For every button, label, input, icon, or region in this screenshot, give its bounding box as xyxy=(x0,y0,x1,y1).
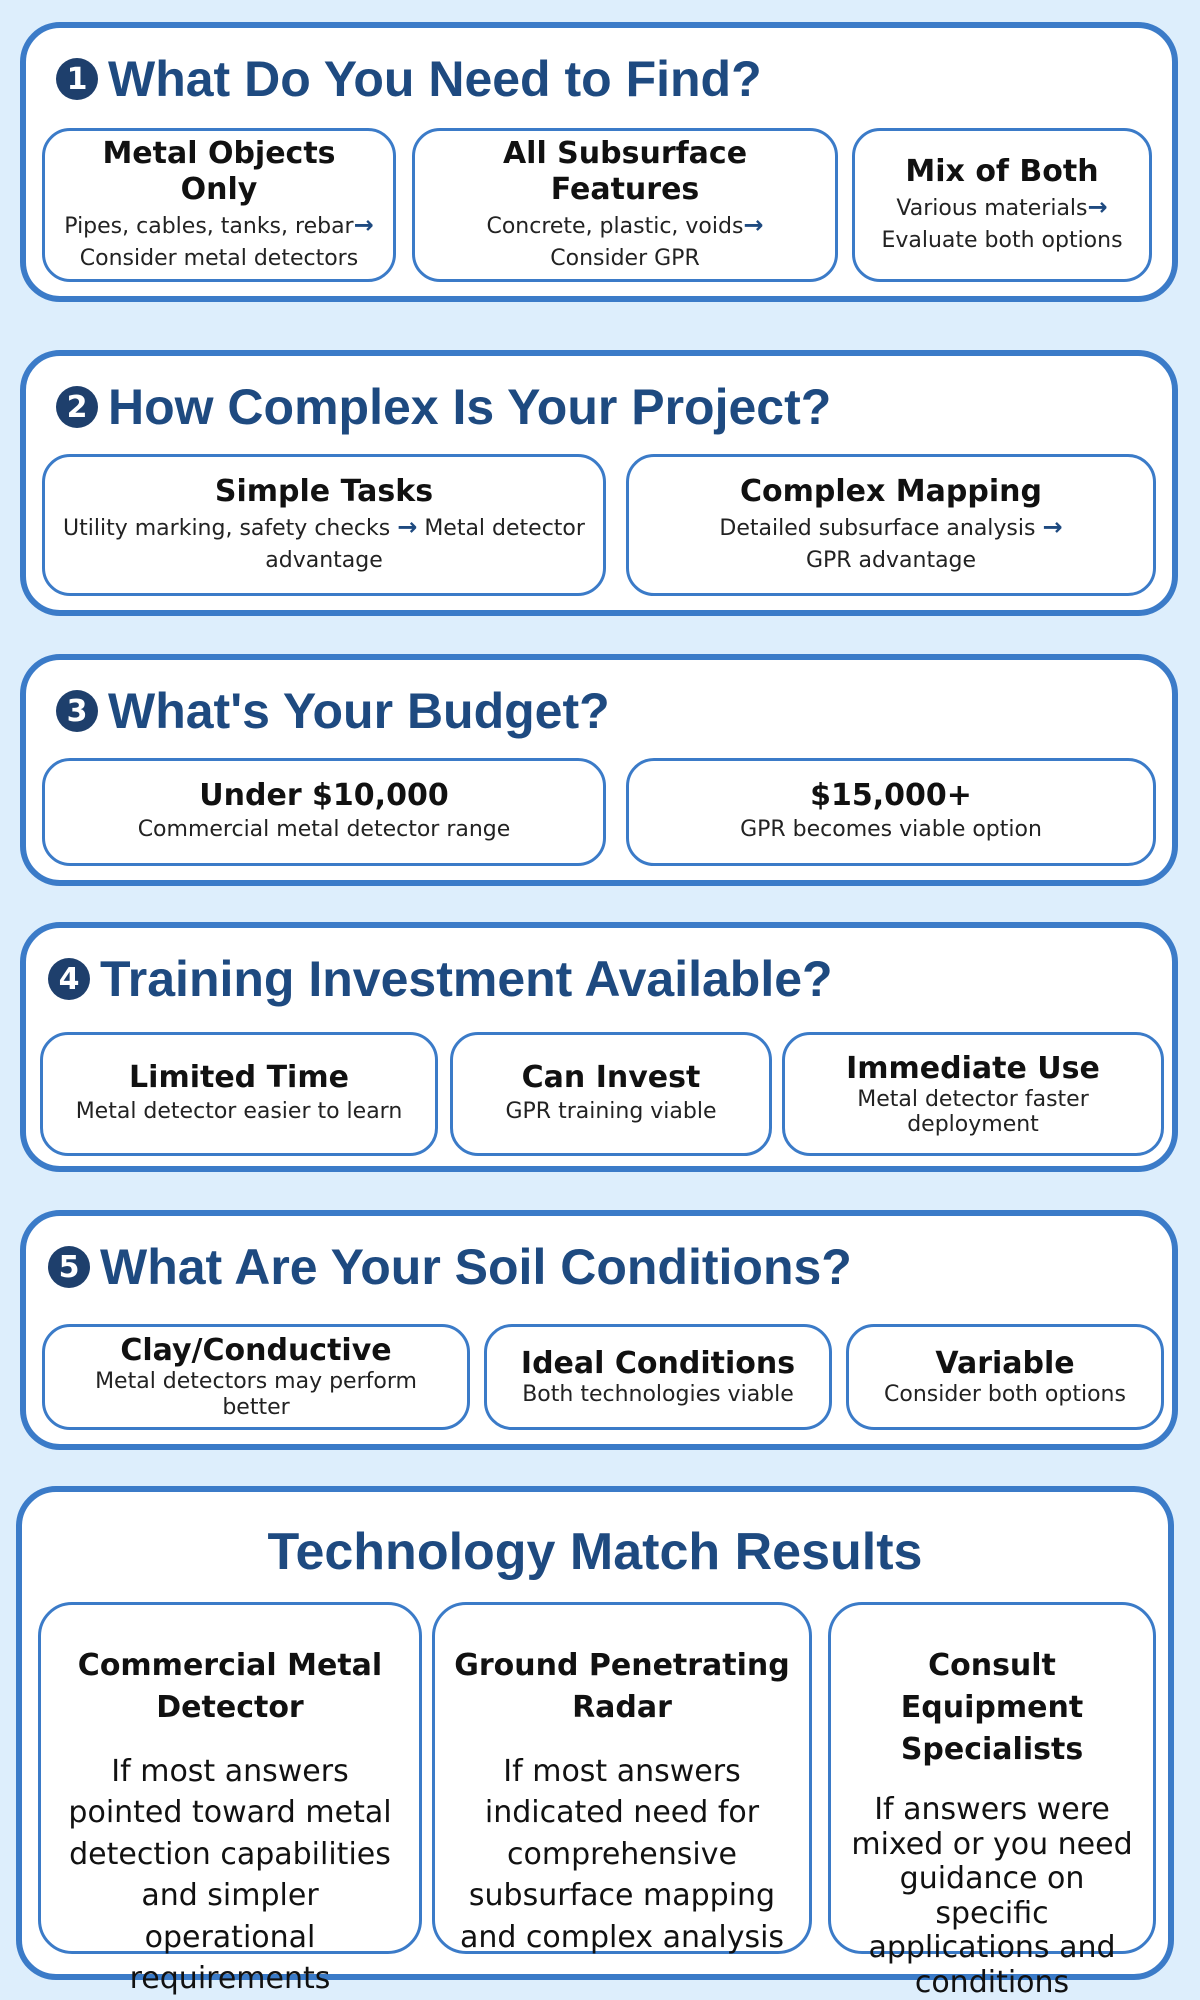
result-description: If answers were mixed or you need guidance on specific applications and conditions xyxy=(851,1792,1133,2000)
option-card-all-subsurface[interactable] xyxy=(412,128,838,282)
option-title: Limited Time xyxy=(129,1060,349,1096)
option-card-simple-tasks[interactable] xyxy=(42,454,606,596)
option-card-under-10000[interactable] xyxy=(42,758,606,866)
option-description: Detailed subsurface analysis → GPR advantage xyxy=(719,512,1063,573)
option-description: Various materials→ Evaluate both options xyxy=(881,192,1123,253)
result-card-consult-specialists xyxy=(828,1602,1156,2000)
option-card-metal-objects[interactable] xyxy=(42,128,396,282)
section-budget xyxy=(20,654,1178,886)
section-title: How Complex Is Your Project? xyxy=(108,379,832,435)
option-title: Mix of Both xyxy=(905,153,1099,189)
option-card-complex-mapping[interactable] xyxy=(626,454,1156,596)
option-title: $15,000+ xyxy=(810,778,972,814)
section-training xyxy=(20,922,1178,1172)
result-card-gpr xyxy=(432,1602,812,1954)
option-card-variable[interactable] xyxy=(846,1324,1164,1430)
section-technology-results xyxy=(16,1486,1174,2000)
option-title: Ideal Conditions xyxy=(520,1345,796,1381)
section-what-to-find xyxy=(20,22,1178,302)
result-title: Consult Equipment Specialists xyxy=(900,1648,1084,1767)
results-title: Technology Match Results xyxy=(267,1523,923,1581)
step-number-badge: 2 xyxy=(56,386,98,428)
option-card-ideal-conditions[interactable] xyxy=(484,1324,832,1430)
result-description: If most answers pointed toward metal detection capabilities and simpler operational requirements xyxy=(68,1754,392,1996)
option-description: Consider both options xyxy=(884,1381,1126,1407)
step-number-badge: 1 xyxy=(56,58,98,100)
arrow-right-icon: → xyxy=(353,210,374,239)
step-number-badge: 4 xyxy=(48,958,90,1000)
section-soil-conditions xyxy=(20,1210,1178,1450)
option-card-immediate-use[interactable] xyxy=(782,1032,1164,1156)
option-description: GPR becomes viable option xyxy=(740,817,1042,843)
option-title: Simple Tasks xyxy=(214,473,434,509)
arrow-right-icon: → xyxy=(397,512,418,541)
section-heading xyxy=(56,682,610,740)
result-description: If most answers indicated need for comprehensive subsurface mapping and complex analysis xyxy=(459,1754,785,1955)
section-heading xyxy=(56,378,831,436)
option-card-limited-time[interactable] xyxy=(40,1032,438,1156)
option-description: Pipes, cables, tanks, rebar→ Consider metal detectors xyxy=(64,210,374,271)
section-title: What Do You Need to Find? xyxy=(108,51,762,107)
option-title: Variable xyxy=(935,1345,1075,1381)
step-number-badge: 3 xyxy=(56,690,98,732)
option-card-clay-conductive[interactable] xyxy=(42,1324,470,1430)
option-description: GPR training viable xyxy=(505,1099,717,1125)
option-title: Immediate Use xyxy=(846,1050,1100,1086)
result-card-metal-detector xyxy=(38,1602,422,1996)
option-description: Metal detectors may perform better xyxy=(95,1368,417,1420)
option-title: Complex Mapping xyxy=(740,473,1042,509)
option-card-15000-plus[interactable] xyxy=(626,758,1156,866)
section-heading xyxy=(56,50,762,108)
arrow-right-icon: → xyxy=(1087,192,1108,221)
option-title: Can Invest xyxy=(521,1060,701,1096)
result-title: Commercial Metal Detector xyxy=(77,1648,383,1725)
option-description: Utility marking, safety checks → Metal detector advantage xyxy=(63,512,585,573)
option-description: Concrete, plastic, voids→ Consider GPR xyxy=(486,210,764,271)
section-title: What Are Your Soil Conditions? xyxy=(100,1239,852,1295)
arrow-right-icon: → xyxy=(1042,512,1063,541)
option-title: Clay/Conductive xyxy=(120,1332,392,1368)
section-project-complexity xyxy=(20,350,1178,616)
option-description: Commercial metal detector range xyxy=(137,817,511,843)
section-title: What's Your Budget? xyxy=(108,683,610,739)
option-description: Metal detector easier to learn xyxy=(75,1099,403,1125)
section-heading xyxy=(48,950,833,1008)
section-title: Training Investment Available? xyxy=(100,951,833,1007)
option-title: All Subsurface Features xyxy=(502,135,748,207)
option-description: Both technologies viable xyxy=(522,1381,794,1407)
result-title: Ground Penetrating Radar xyxy=(454,1648,790,1725)
option-card-can-invest[interactable] xyxy=(450,1032,772,1156)
option-title: Metal Objects Only xyxy=(102,135,336,207)
step-number-badge: 5 xyxy=(48,1246,90,1288)
arrow-right-icon: → xyxy=(743,210,764,239)
option-description: Metal detector faster deployment xyxy=(857,1086,1089,1137)
section-heading xyxy=(48,1238,852,1296)
option-card-mix-of-both[interactable] xyxy=(852,128,1152,282)
option-title: Under $10,000 xyxy=(199,778,449,814)
